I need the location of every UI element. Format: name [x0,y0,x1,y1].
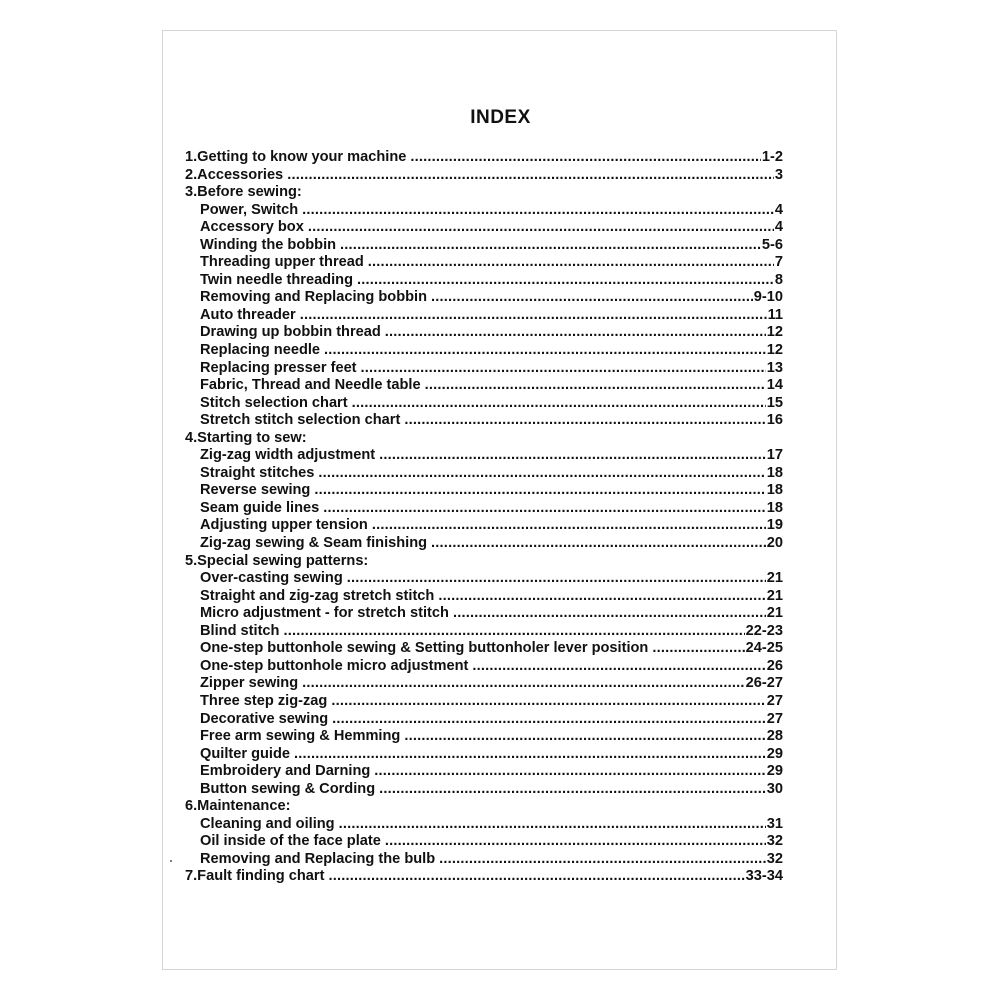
toc-entry [185,517,783,535]
toc-entry-page: 4 [774,201,783,218]
toc-entry-label: Stretch stitch selection chart [200,412,401,429]
dot-leader [431,535,766,553]
dot-leader [318,465,765,483]
toc-entry [185,605,783,623]
toc-entry-label: Button sewing & Cording [200,780,376,797]
toc-section [185,184,783,202]
dot-leader [347,570,766,588]
toc-entry [185,202,783,220]
toc-entry [185,360,783,378]
dot-leader [385,324,766,342]
toc-entry-label: Power, Switch [200,201,299,218]
toc-entry-label: Zipper sewing [200,675,299,692]
toc-entry [185,693,783,711]
toc-section [185,167,783,185]
toc-entry-page: 4 [774,219,783,236]
toc-entry [185,482,783,500]
toc-entry [185,816,783,834]
toc-entry [185,412,783,430]
toc-entry [185,272,783,290]
toc-entry-label: Replacing presser feet [200,359,357,376]
toc-entry-page: 29 [766,763,783,780]
toc-entry-label: Seam guide lines [200,499,320,516]
toc-entry [185,781,783,799]
toc-entry-label: Straight and zig-zag stretch stitch [200,587,435,604]
toc-entry-label: Decorative sewing [200,710,329,727]
toc-entry-label: One-step buttonhole sewing & Setting buttonholer lever position [200,640,649,657]
toc-entry-label: Straight stitches [200,464,315,481]
toc-entry-page: 1-2 [761,149,783,165]
index-title: INDEX [470,107,531,128]
dot-leader [328,868,744,886]
toc-entry [185,307,783,325]
toc-entry [185,324,783,342]
toc-entry-label: Stitch selection chart [200,394,348,411]
toc-entry [185,219,783,237]
toc-entry-label: Reverse sewing [200,482,311,499]
toc-entry-page: 8 [774,271,783,288]
toc-entry-page: 32 [766,850,783,867]
toc-entry-label: Zig-zag width adjustment [200,447,376,464]
toc-entry-label: Auto threader [200,306,296,323]
toc-entry-page: 12 [766,342,783,359]
toc-entry-label: 2.Accessories [185,166,284,183]
toc-entry-page: 22-23 [745,622,783,639]
toc-entry-label: Zig-zag sewing & Seam finishing [200,535,428,552]
toc-entry-page: 18 [766,499,783,516]
toc-entry [185,640,783,658]
toc-entry-page: 3 [774,166,783,183]
toc-entry-label: 5.Special sewing patterns: [185,552,369,569]
toc-entry-label: Threading upper thread [200,254,364,271]
dot-leader [425,377,766,395]
toc-entry-label: Removing and Replacing the bulb [200,850,436,867]
toc-entry-page: 30 [766,780,783,797]
table-of-contents [185,149,783,886]
toc-entry-page: 7 [774,254,783,271]
toc-entry-page: 13 [766,359,783,376]
toc-entry-label: One-step buttonhole micro adjustment [200,657,469,674]
toc-entry-label: Winding the bobbin [200,236,337,253]
toc-entry-page: 28 [766,728,783,745]
toc-entry-page: 26 [766,657,783,674]
toc-entry-label: Over-casting sewing [200,570,343,587]
toc-entry [185,728,783,746]
toc-entry-label: 4.Starting to sew: [185,429,307,446]
toc-entry-page: 9-10 [753,289,783,306]
dot-leader [300,307,767,325]
toc-entry [185,289,783,307]
dot-leader [340,237,761,255]
toc-entry-page: 11 [767,306,783,323]
toc-entry-page: 26-27 [745,675,783,692]
toc-entry-label: Fabric, Thread and Needle table [200,377,421,394]
toc-entry-page: 27 [766,692,783,709]
toc-entry [185,851,783,869]
toc-section [185,553,783,571]
toc-entry-page: 18 [766,464,783,481]
toc-entry-label: 6.Maintenance: [185,798,291,815]
toc-entry [185,377,783,395]
toc-entry-page: 32 [766,833,783,850]
toc-entry-page: 18 [766,482,783,499]
toc-entry [185,465,783,483]
dot-leader [308,219,774,237]
dot-leader [379,447,766,465]
dot-leader [431,289,753,307]
dot-leader [439,851,766,869]
dot-leader [302,202,774,220]
toc-entry [185,570,783,588]
dot-leader [283,623,744,641]
dot-leader [324,342,766,360]
toc-entry-label: 1.Getting to know your machine [185,149,407,165]
dot-leader [294,746,766,764]
toc-entry-page: 21 [766,605,783,622]
dot-leader [339,816,766,834]
toc-entry [185,588,783,606]
dot-leader [438,588,765,606]
dot-leader [453,605,766,623]
toc-entry [185,763,783,781]
toc-entry-page: 5-6 [761,236,783,253]
toc-entry-label: Micro adjustment - for stretch stitch [200,605,449,622]
toc-entry [185,675,783,693]
toc-entry [185,254,783,272]
toc-entry [185,447,783,465]
dot-leader [357,272,774,290]
toc-entry-label: Blind stitch [200,622,280,639]
toc-entry-page: 19 [766,517,783,534]
dot-leader [472,658,765,676]
toc-entry-page: 27 [766,710,783,727]
toc-entry-page: 29 [766,745,783,762]
toc-entry-label: Twin needle threading [200,271,353,288]
toc-entry [185,658,783,676]
toc-section [185,798,783,816]
toc-entry [185,833,783,851]
toc-entry-page: 15 [766,394,783,411]
document-page [162,30,837,970]
toc-entry-page: 12 [766,324,783,341]
toc-entry-page: 33-34 [745,868,783,885]
toc-entry-label: 3.Before sewing: [185,184,302,201]
dot-leader [372,517,766,535]
dot-leader [410,149,761,167]
toc-entry-label: Drawing up bobbin thread [200,324,381,341]
toc-entry [185,623,783,641]
toc-entry-label: Accessory box [200,219,304,236]
toc-entry-page: 16 [766,412,783,429]
dot-leader [352,395,766,413]
toc-entry-label: Adjusting upper tension [200,517,368,534]
toc-entry-page: 14 [766,377,783,394]
toc-entry-page: 21 [766,587,783,604]
toc-entry-label: Cleaning and oiling [200,815,335,832]
dot-leader [332,711,766,729]
toc-entry-page: 24-25 [745,640,783,657]
toc-entry [185,535,783,553]
toc-entry [185,500,783,518]
toc-entry-page: 17 [766,447,783,464]
dot-leader [314,482,765,500]
dot-leader [361,360,766,378]
dot-leader [287,167,774,185]
toc-entry-label: Replacing needle [200,342,321,359]
toc-entry-page: 31 [766,815,783,832]
toc-section [185,430,783,448]
toc-section [185,149,783,167]
scan-speck [170,860,172,862]
toc-entry-page: 21 [766,570,783,587]
dot-leader [323,500,766,518]
dot-leader [368,254,774,272]
toc-entry [185,395,783,413]
toc-entry [185,237,783,255]
dot-leader [302,675,745,693]
dot-leader [404,412,765,430]
toc-entry-label: 7.Fault finding chart [185,868,325,885]
toc-entry-page: 20 [766,535,783,552]
toc-entry-label: Removing and Replacing bobbin [200,289,428,306]
toc-entry-label: Free arm sewing & Hemming [200,728,401,745]
dot-leader [374,763,765,781]
toc-entry [185,711,783,729]
dot-leader [331,693,765,711]
dot-leader [404,728,765,746]
toc-entry [185,746,783,764]
toc-entry [185,342,783,360]
toc-section [185,868,783,886]
toc-entry-label: Embroidery and Darning [200,763,371,780]
toc-entry-label: Three step zig-zag [200,692,328,709]
dot-leader [379,781,766,799]
toc-entry-label: Quilter guide [200,745,290,762]
dot-leader [385,833,766,851]
dot-leader [652,640,744,658]
toc-entry-label: Oil inside of the face plate [200,833,381,850]
